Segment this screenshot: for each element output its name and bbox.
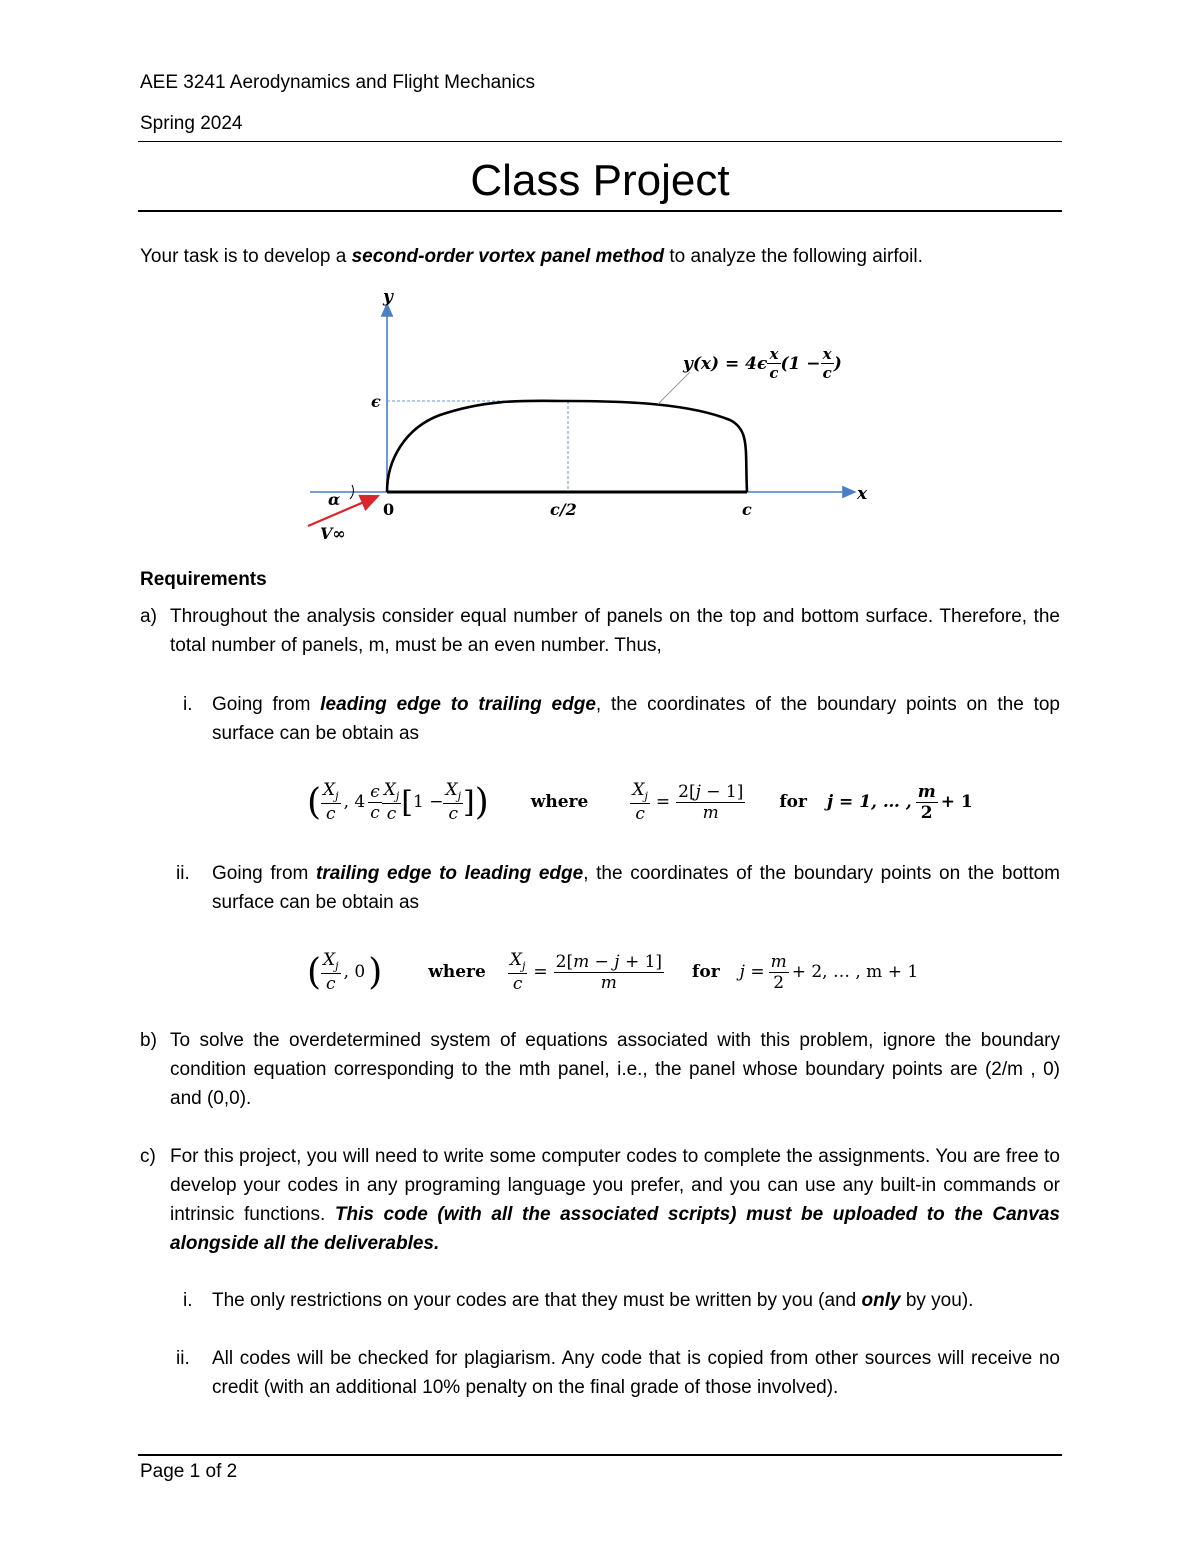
item-a-text: Throughout the analysis consider equal number of panels on the top and bottom surface. Therefore, the total number of panels, m, must be an even number. Thus, [170, 606, 1060, 656]
item-c-ii-marker: ii. [176, 1348, 190, 1369]
for-label-1: for [779, 792, 807, 812]
freestream-arrow [308, 496, 378, 526]
intro-emphasis: second-order vortex panel method [351, 246, 665, 267]
freestream-label: V∞ [320, 524, 346, 543]
half-chord-label: c/2 [550, 500, 577, 519]
item-c-ii-text: All codes will be checked for plagiarism. Any code that is copied from other sources will receive no credit (with an additional 10% penalty on the final grade of those involved). [212, 1348, 1060, 1398]
curve-eq-mid: (1 − [780, 353, 821, 374]
bottom-surface-equation: ( $\frac{X_j}{c}$ , 0 ) where $\frac{X_j}{c}$ = $\frac{2[m - j + 1]}{m}$ for j = $\frac{m}{2}$ + 2, … , m + 1 [307, 950, 919, 994]
airfoil-figure [290, 280, 890, 550]
y-axis-label: y [383, 287, 393, 307]
footer-divider [138, 1454, 1062, 1456]
title-divider [138, 210, 1062, 212]
intro-paragraph [140, 242, 923, 271]
course-title: AEE 3241 Aerodynamics and Flight Mechanics [140, 72, 535, 93]
item-a-i-text: Going from leading edge to trailing edge, the coordinates of the boundary points on the top surface can be obtain as [212, 694, 1061, 744]
for-label-2: for [692, 962, 720, 982]
item-b-marker: b) [140, 1030, 157, 1051]
item-a-ii-marker: ii. [176, 863, 190, 884]
page-number: Page 1 of 2 [140, 1461, 238, 1482]
curve-eq-frac-2: $\frac{x}{c}$ [822, 345, 832, 382]
item-c-text: For this project, you will need to write some computer codes to complete the assignments. You are free to develop your codes in any programing language you prefer, and you can use any built-in commands or intrinsic functions. This code (with all the associated scripts) must be uploaded to the Canvas alongside all the deliverables. [170, 1146, 1060, 1254]
epsilon-label: ϵ [371, 392, 381, 411]
alpha-label: α [328, 490, 341, 509]
origin-label: 0 [383, 500, 395, 519]
item-c-i-text: The only restrictions on your codes are that they must be written by you (and only by you). [212, 1290, 974, 1311]
chord-label: c [742, 500, 752, 519]
where-label-1: where [530, 792, 589, 812]
x-axis-label: x [857, 484, 868, 504]
item-a-i-marker: i. [183, 694, 193, 715]
page-title: Class Project [470, 156, 730, 205]
item-c-marker: c) [140, 1146, 156, 1167]
curve-eq-lhs: y(x) = 4ϵ [683, 353, 768, 374]
item-b-text: To solve the overdetermined system of equations associated with this problem, ignore the boundary condition equation corresponding to the mth panel, i.e., the panel whose boundary points are (2/m , 0) and (0,0). [170, 1030, 1060, 1109]
intro-pre: Your task is to develop a [140, 246, 352, 267]
where-label-2: where [428, 962, 486, 982]
curve-eq-frac: $\frac{x}{c}$ [769, 345, 779, 382]
item-c-i-marker: i. [183, 1290, 193, 1311]
curve-equation [683, 345, 842, 382]
curve-eq-end: ) [833, 353, 842, 374]
item-a-marker: a) [140, 606, 157, 627]
term-label: Spring 2024 [140, 113, 243, 134]
item-a-ii-text: Going from trailing edge to leading edge, the coordinates of the boundary points on the bottom surface can be obtain as [212, 863, 1060, 913]
intro-post: to analyze the following airfoil. [664, 246, 923, 267]
requirements-heading: Requirements [140, 569, 267, 590]
airfoil-curve [387, 401, 747, 492]
top-surface-equation: ( $\frac{X_j}{c}$ , 4 $\frac{\epsilon}{c}$ $\frac{X_j}{c}$ [ 1 − $\frac{X_j}{c}$ ] ) where $\frac{X_j}{c}$ = $\frac{2[j - 1]}{m}$ for j = 1, … , $\frac{m}{2}$ + 1 [307, 780, 973, 824]
header-divider [138, 141, 1062, 142]
